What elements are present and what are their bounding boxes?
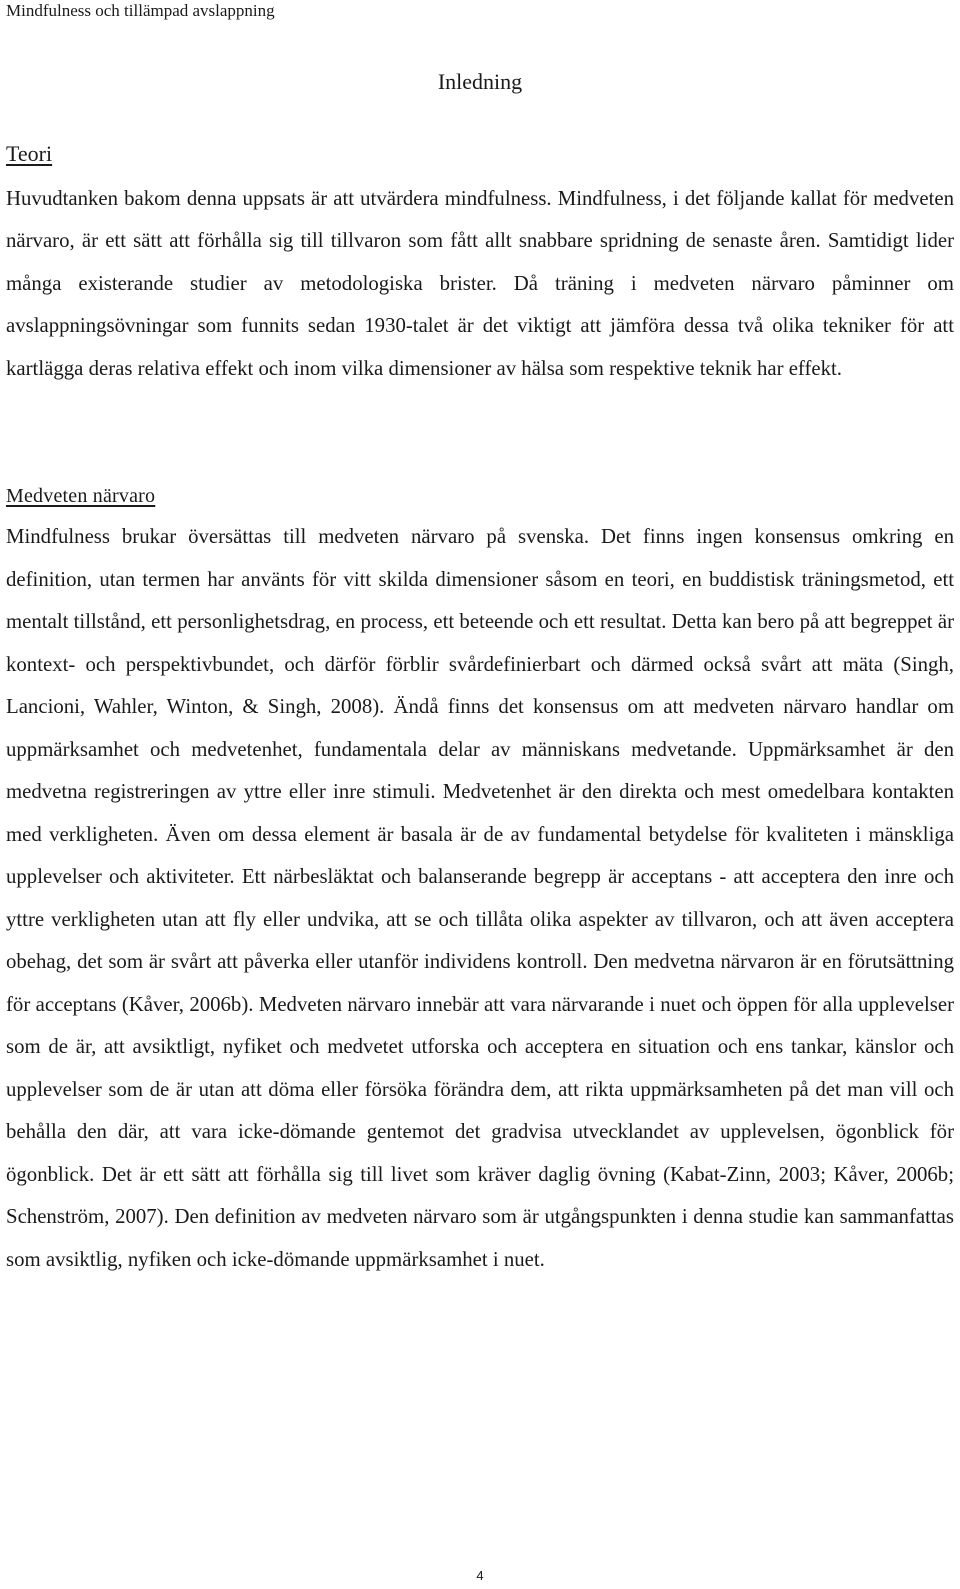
page-number: 4 bbox=[476, 1568, 484, 1583]
body-paragraph-medveten-narvaro: Mindfulness brukar översättas till medveten närvaro på svenska. Det finns ingen konsensus omkring en definition, utan termen har använts för vitt skilda dimensioner såsom en teori, en buddistisk träningsmetod, ett mentalt tillstånd, ett personlighetsdrag, en process, ett beteende och ett resultat. Detta kan bero på att begreppet är kontext- och perspektivbundet, och därför förblir svårdefinierbart och därmed också svårt att mäta (Singh, Lancioni, Wahler, Winton, & Singh, 2008). Ändå finns det konsensus om att medveten närvaro handlar om uppmärksamhet och medvetenhet, fundamentala delar av människans medvetande. Uppmärksamhet är den medvetna registreringen av yttre eller inre stimuli. Medvetenhet är den direkta och mest omedelbara kontakten med verkligheten. Även om dessa element är basala är de av fundamental betydelse för kvaliteten i mänskliga upplevelser och aktiviteter. Ett närbesläktat och balanserande begrepp är acceptans - att acceptera den inre och yttre verkligheten utan att fly eller undvika, att se och tillåta olika aspekter av tillvaron, och att även acceptera obehag, det som är svårt att påverka eller utanför individens kontroll. Den medvetna närvaron är en förutsättning för acceptans (Kåver, 2006b). Medveten närvaro innebär att vara närvarande i nuet och öppen för alla upplevelser som de är, att avsiktligt, nyfiket och medvetet utforska och acceptera en situation och ens tankar, känslor och upplevelser som de är utan att döma eller försöka förändra dem, att rikta uppmärksamheten på det man vill och behålla den där, att vara icke-dömande gentemot det gradvisa utvecklandet av upplevelsen, ögonblick för ögonblick. Det är ett sätt att förhålla sig till livet som kräver daglig övning (Kabat-Zinn, 2003; Kåver, 2006b; Schenström, 2007). Den definition av medveten närvaro som är utgångspunkten i denna studie kan sammanfattas som avsiktlig, nyfiken och icke-dömande uppmärksamhet i nuet. bbox=[6, 525, 954, 1271]
section-heading-teori: Teori bbox=[6, 141, 53, 166]
body-paragraph-teori: Huvudtanken bakom denna uppsats är att utvärdera mindfulness. Mindfulness, i det följande kallat för medveten närvaro, är ett sätt att förhålla sig till tillvaron som fått allt snabbare spridning de senaste åren. Samtidigt lider många existerande studier av metodologiska brister. Då träning i medveten närvaro påminner om avslappningsövningar som funnits sedan 1930-talet är det viktigt att jämföra dessa två olika tekniker för att kartlägga deras relativa effekt och inom vilka dimensioner av hälsa som respektive teknik har effekt. bbox=[6, 187, 954, 380]
running-header: Mindfulness och tillämpad avslappning bbox=[6, 1, 275, 20]
section-heading-medveten-narvaro: Medveten närvaro bbox=[6, 485, 156, 507]
chapter-title: Inledning bbox=[437, 69, 523, 94]
